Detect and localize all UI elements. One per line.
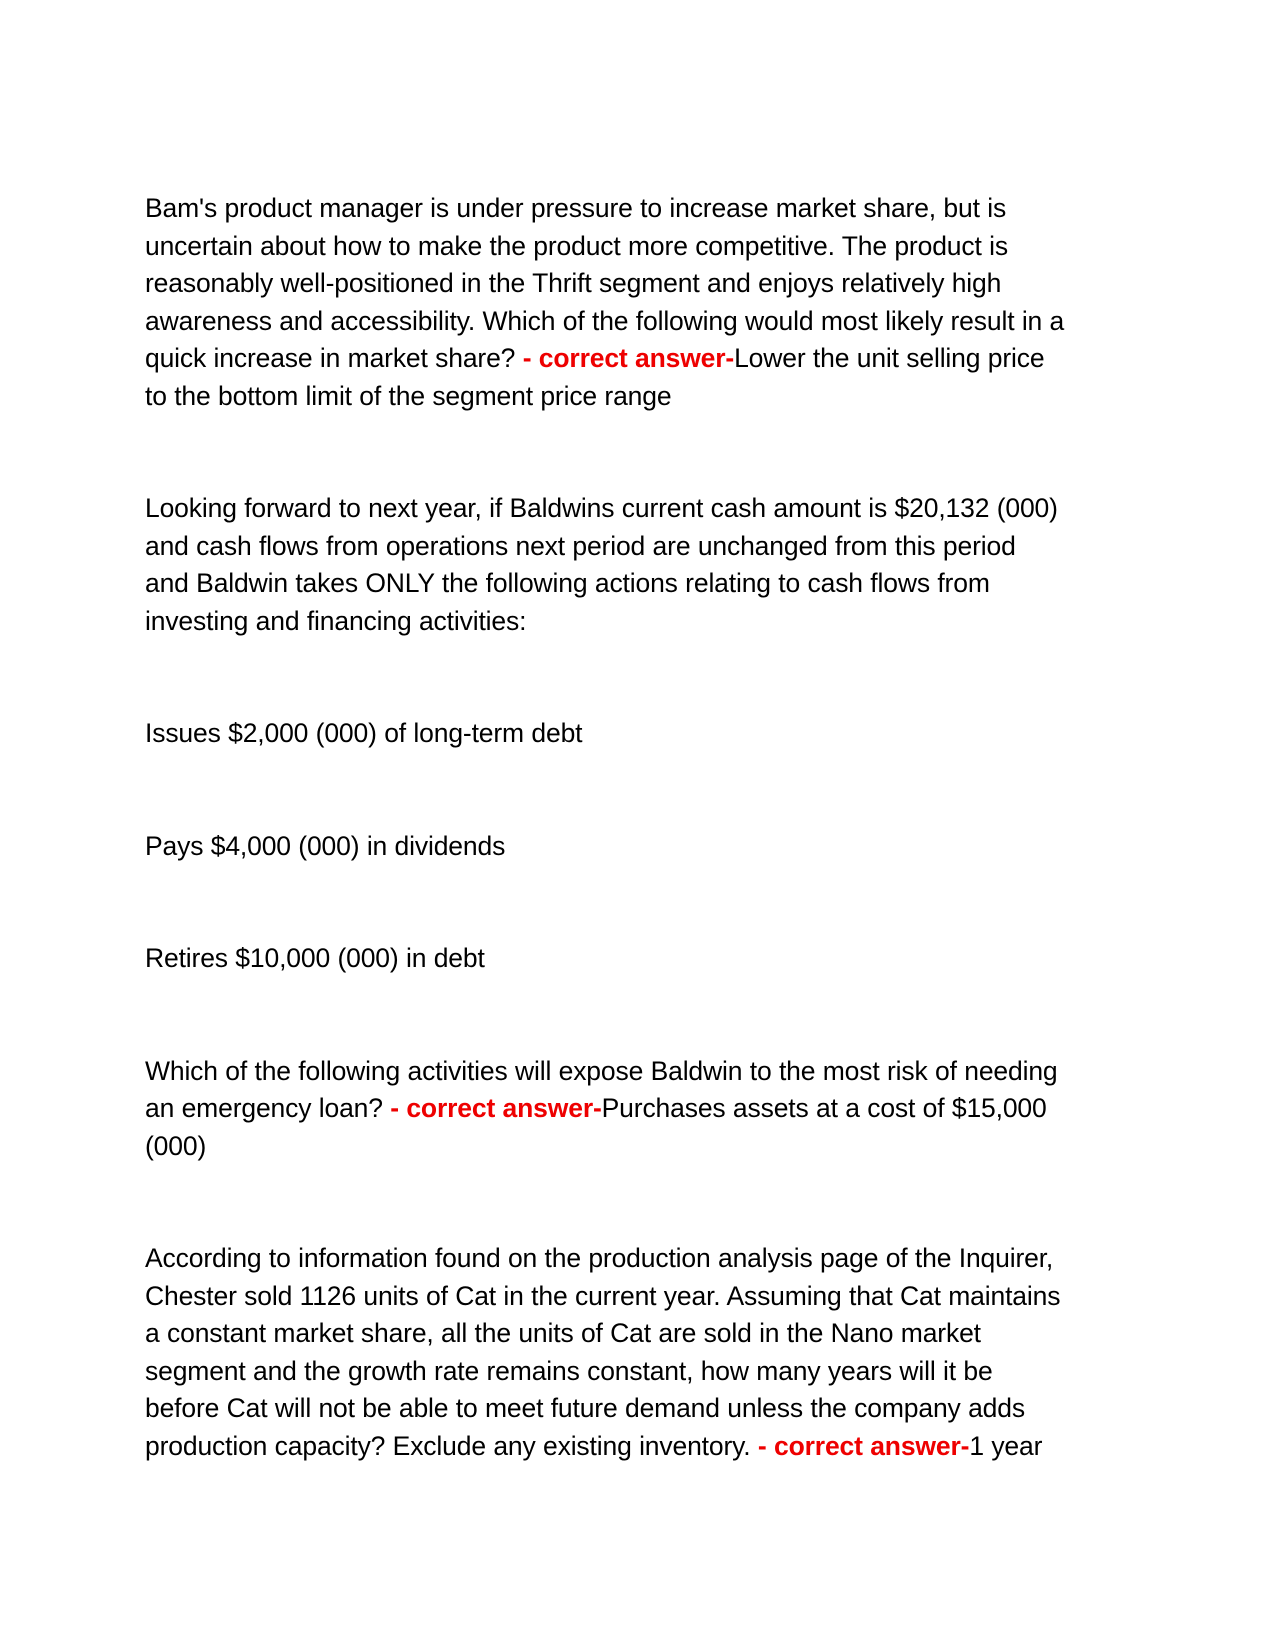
correct-answer-marker-3: - correct answer- — [757, 1430, 970, 1461]
paragraph-spacer-5 — [145, 978, 1065, 1053]
answer-text-2: Purchases assets at a cost of $15,000 (000) — [145, 1093, 1047, 1161]
action-text-2: Pays $4,000 (000) in dividends — [145, 830, 506, 861]
action-text-3: Retires $10,000 (000) in debt — [145, 943, 485, 973]
paragraph-spacer-6 — [145, 1165, 1065, 1240]
answer-text-1: Lower the unit selling price to the bottom limit of the segment price range — [145, 343, 1045, 411]
question-text-3: According to information found on the production analysis page of the Inquirer, Chester sold 1126 units of Cat in the current year. Assuming that Cat maintains a constant market share, all the units of Cat are sold in the Nano market segment and the growth rate remains constant, how many years will it be before Cat will not be able to meet future demand unless the company adds production capacity? Exclude any existing inventory. — [145, 1243, 1061, 1461]
paragraph-intro-2 — [145, 490, 1065, 640]
paragraph-action-2 — [145, 828, 1065, 866]
paragraph-spacer-4 — [145, 865, 1065, 940]
correct-answer-marker-1: - correct answer- — [522, 343, 735, 373]
paragraph-spacer-2 — [145, 640, 1065, 715]
question-text-2: Which of the following activities will expose Baldwin to the most risk of needing an emergency loan? — [145, 1055, 1058, 1123]
paragraph-question-3 — [145, 1240, 1065, 1465]
paragraph-spacer-3 — [145, 753, 1065, 828]
paragraph-action-3 — [145, 940, 1065, 978]
question-text-1: Bam's product manager is under pressure to increase market share, but is uncertain about how to make the product more competitive. The product is reasonably well-positioned in the Thrift segment and enjoys relatively high awareness and accessibility. Which of the following would most likely result in a quick increase in market share? — [145, 193, 1065, 373]
paragraph-question-1 — [145, 190, 1065, 415]
document-body — [145, 190, 1065, 1465]
paragraph-question-2 — [145, 1053, 1065, 1166]
paragraph-spacer-1 — [145, 415, 1065, 490]
answer-text-3: 1 year — [969, 1430, 1043, 1461]
intro-text-2: Looking forward to next year, if Baldwins current cash amount is $20,132 (000) and cash flows from operations next period are unchanged from this period and Baldwin takes ONLY the following actions relating to cash flows from investing and financing activities: — [145, 493, 1058, 636]
paragraph-action-1 — [145, 715, 1065, 753]
correct-answer-marker-2: - correct answer- — [390, 1093, 602, 1123]
action-text-1: Issues $2,000 (000) of long-term debt — [145, 718, 583, 748]
